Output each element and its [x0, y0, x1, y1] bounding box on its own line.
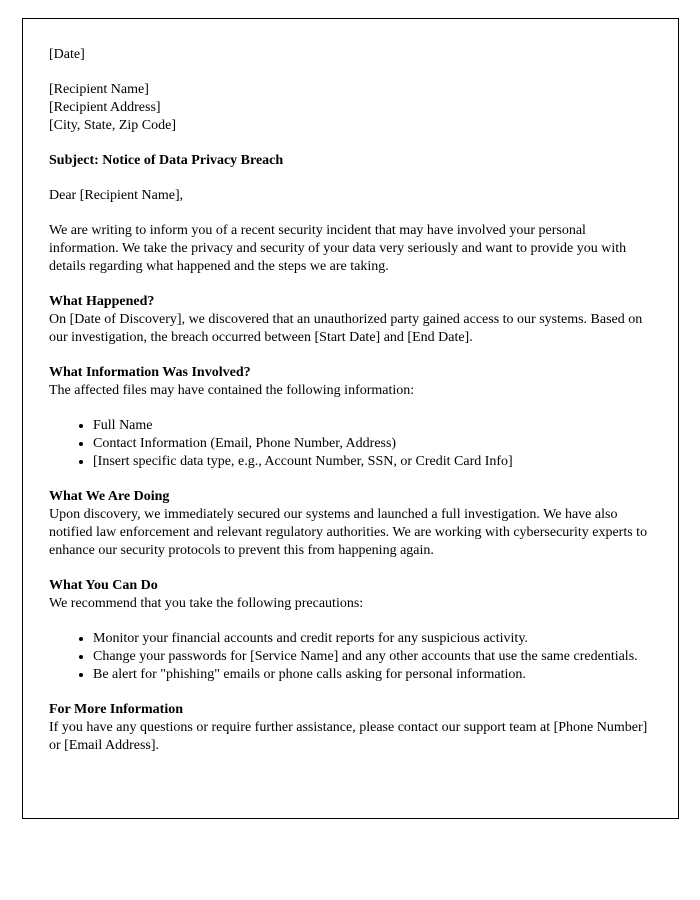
- section-body-for-more-information: If you have any questions or require further assistance, please contact our support team at [Phone Number] or [Email Address].: [49, 720, 648, 753]
- precautions-list: [49, 630, 652, 684]
- recipient-name-line: [Recipient Name]: [49, 82, 149, 97]
- bullet-item: • Contact Information (Email, Phone Number, Address): [93, 435, 652, 453]
- bullet-item: • Change your passwords for [Service Name] and any other accounts that use the same credentials.: [93, 648, 652, 666]
- section-body-what-happened: On [Date of Discovery], we discovered that an unauthorized party gained access to our systems. Based on our investigation, the breach occurred between [Start Date] and [End Date].: [49, 312, 643, 345]
- bullet-item: • [Insert specific data type, e.g., Account Number, SSN, or Credit Card Info]: [93, 453, 652, 471]
- section-heading-what-you-can-do: What You Can Do: [49, 578, 158, 593]
- section-body-what-you-can-do: We recommend that you take the following precautions:: [49, 596, 364, 611]
- recipient-address-line: [Recipient Address]: [49, 100, 161, 115]
- section-heading-information-involved: What Information Was Involved?: [49, 365, 251, 380]
- bullet-item: • Be alert for "phishing" emails or phone calls asking for personal information.: [93, 666, 652, 684]
- section-heading-what-we-are-doing: What We Are Doing: [49, 489, 170, 504]
- information-involved-list: [49, 417, 652, 471]
- subject-line: Subject: Notice of Data Privacy Breach: [49, 153, 284, 168]
- date-line: [Date]: [49, 47, 85, 62]
- section-heading-what-happened: What Happened?: [49, 294, 155, 309]
- intro-paragraph: We are writing to inform you of a recent security incident that may have involved your personal information. We take the privacy and security of your data very seriously and want to provide you with details regarding what happened and the steps we are taking.: [49, 223, 627, 274]
- section-body-information-involved: The affected files may have contained the following information:: [49, 383, 415, 398]
- section-body-what-we-are-doing: Upon discovery, we immediately secured our systems and launched a full investigation. We have also notified law enforcement and relevant regulatory authorities. We are working with cybersecurity experts to enhance our security protocols to prevent this from happening again.: [49, 507, 648, 558]
- section-heading-for-more-information: For More Information: [49, 702, 184, 717]
- bullet-item: • Full Name: [93, 417, 652, 435]
- bullet-item: • Monitor your financial accounts and credit reports for any suspicious activity.: [93, 630, 652, 648]
- salutation: Dear [Recipient Name],: [49, 188, 184, 203]
- letter-page: [22, 18, 679, 819]
- recipient-city-line: [City, State, Zip Code]: [49, 118, 177, 133]
